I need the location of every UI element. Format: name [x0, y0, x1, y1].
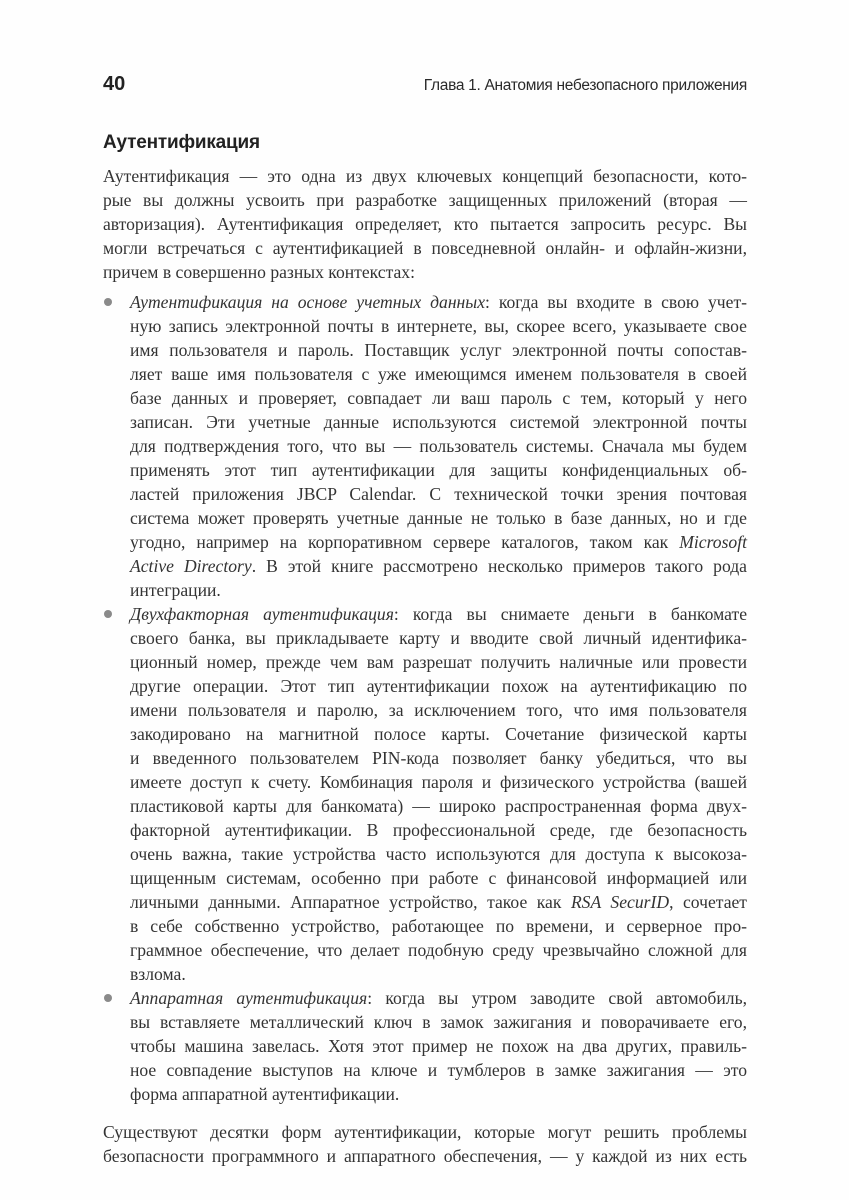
text-line: ное совпадение выступов на ключе и тумблеров в замке зажигания — это — [130, 1060, 747, 1080]
text-line: форма аппаратной аутентификации. — [130, 1084, 400, 1104]
running-chapter-title: Глава 1. Анатомия небезопасного приложения — [423, 77, 747, 94]
product-name: Active Directory — [130, 556, 252, 576]
text-line: закодировано на магнитной полосе карты. Сочетание физической карты — [130, 724, 747, 744]
text-line — [130, 554, 747, 578]
text-line: система может проверять учетные данные не только в базе данных, но и где — [130, 508, 747, 528]
text-line: факторной аутентификации. В профессиональной среде, где безопасность — [130, 820, 747, 840]
section-heading: Аутентификация — [103, 132, 260, 153]
text-line: имеете доступ к счету. Комбинация пароля и физического устройства (вашей — [130, 772, 747, 792]
text-run: . В этой книге рассмотрено несколько примеров такого рода — [251, 556, 747, 576]
text-line: ластей приложения JBCP Calendar. С технической точки зрения почтовая — [130, 484, 747, 504]
text-line: рые вы должны усвоить при разработке защищенных приложений (вторая — — [103, 190, 747, 210]
text-line — [130, 890, 747, 914]
text-run: личными данными. Аппаратное устройство, такое как — [130, 892, 571, 912]
text-line — [130, 530, 747, 554]
bullet-text: : когда вы утром заводите свой автомобиль, — [367, 988, 747, 1008]
text-line: имя пользователя и пароль. Поставщик услуг электронной почты сопостав- — [130, 340, 747, 360]
text-line: могли встречаться с аутентификацией в повседневной онлайн- и офлайн-жизни, — [103, 238, 747, 258]
text-line: Аутентификация — это одна из двух ключевых концепций безопасности, кото- — [103, 166, 747, 186]
text-line: щищенным системам, особенно при работе с финансовой информацией или — [130, 868, 747, 888]
text-line — [130, 986, 747, 1010]
text-line: имени пользователя и паролю, за исключением того, что имя пользователя — [130, 700, 747, 720]
text-line: пластиковой карты для банкомата) — широко распространенная форма двух- — [130, 796, 747, 816]
text-line: записан. Эти учетные данные используются системой электронной почты — [130, 412, 747, 432]
text-line: безопасности программного и аппаратного обеспечения, — у каждой из них есть — [103, 1146, 747, 1166]
page-number: 40 — [103, 73, 126, 95]
bullet-term: Двухфакторная аутентификация — [130, 604, 394, 624]
bullet-icon — [104, 994, 112, 1002]
text-line: чтобы машина завелась. Хотя этот пример не похож на два других, правиль- — [130, 1036, 747, 1056]
text-line: и введенного пользователем PIN-кода позволяет банку убедиться, что вы — [130, 748, 747, 768]
text-line: причем в совершенно разных контекстах: — [103, 262, 415, 282]
text-line: вы вставляете металлический ключ в замок зажигания и поворачиваете его, — [130, 1012, 747, 1032]
bullet-text: : когда вы снимаете деньги в банкомате — [393, 604, 748, 624]
text-line: взлома. — [130, 964, 186, 984]
text-line: очень важна, такие устройства часто используются для доступа к высокоза- — [130, 844, 747, 864]
product-name: RSA SecurID — [570, 892, 670, 912]
text-line: граммное обеспечение, что делает подобную среду чрезвычайно сложной для — [130, 940, 747, 960]
product-name: Microsoft — [679, 532, 747, 552]
text-line — [130, 290, 747, 314]
text-line: своего банка, вы прикладываете карту и вводите свой личный идентифика- — [130, 628, 747, 648]
page-header — [103, 73, 747, 103]
text-line: ляет ваше имя пользователя с уже имеющимся именем пользователя в своей — [130, 364, 747, 384]
text-line — [130, 602, 747, 626]
text-line: авторизация). Аутентификация определяет, кто пытается запросить ресурс. Вы — [103, 214, 747, 234]
bullet-term: Аппаратная аутентификация — [130, 988, 368, 1008]
text-run: , сочетает — [669, 892, 747, 912]
bullet-term: Аутентификация на основе учетных данных — [130, 292, 486, 312]
text-line: в себе собственно устройство, работающее по времени, и серверное про- — [130, 916, 747, 936]
text-line: ную запись электронной почты в интернете, вы, скорее всего, указываете свое — [130, 316, 747, 336]
text-line: другие операции. Этот тип аутентификации похож на аутентификацию по — [130, 676, 747, 696]
bullet-icon — [104, 610, 112, 618]
text-line: Существуют десятки форм аутентификации, которые могут решить проблемы — [103, 1122, 747, 1142]
text-line: интеграции. — [130, 580, 221, 600]
text-line: для подтверждения того, что вы — пользователь системы. Сначала мы будем — [130, 436, 747, 456]
text-line: базе данных и проверяет, совпадает ли ваш пароль с тем, который у него — [130, 388, 747, 408]
text-run: угодно, например на корпоративном сервере каталогов, таком как — [130, 532, 680, 552]
text-line: ционный номер, прежде чем вам разрешат получить наличные или провести — [130, 652, 747, 672]
bullet-icon — [104, 298, 112, 306]
text-line: применять этот тип аутентификации для защиты конфиденциальных об- — [130, 460, 747, 480]
bullet-text: : когда вы входите в свою учет- — [485, 292, 747, 312]
